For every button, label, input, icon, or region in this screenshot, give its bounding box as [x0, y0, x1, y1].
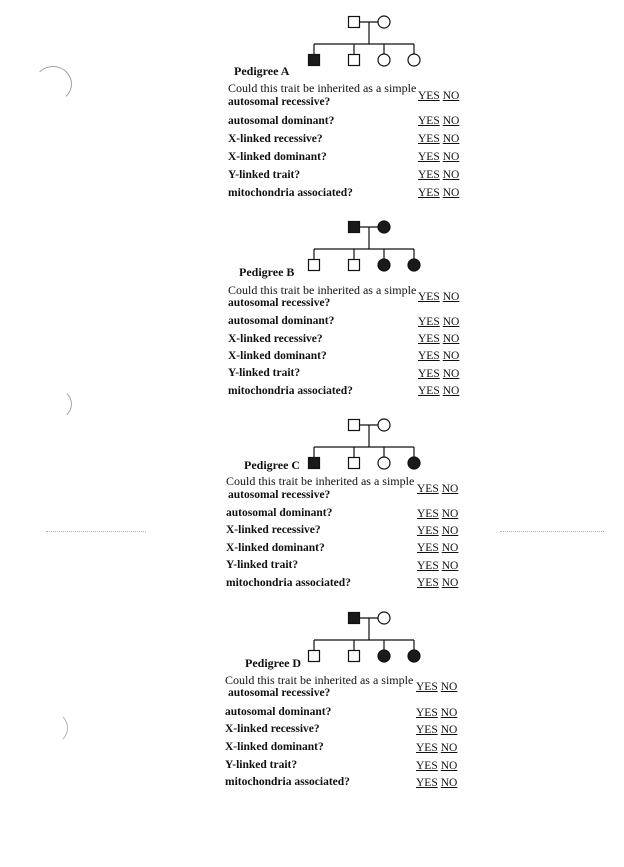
pedigree-c-q-autosomal-recessive: autosomal recessive?	[228, 489, 331, 501]
no-option[interactable]: NO	[442, 368, 460, 380]
yes-option[interactable]: YES	[418, 350, 440, 362]
pedigree-d-answer-row	[416, 777, 457, 789]
pedigree-c-title: Pedigree C	[244, 458, 301, 472]
yes-option[interactable]: YES	[417, 577, 439, 589]
yes-option[interactable]: YES	[416, 777, 438, 789]
yes-option[interactable]: YES	[418, 333, 440, 345]
pedigree-b-q-autosomal-dominant: autosomal dominant?	[228, 315, 335, 327]
pedigree-c-q-x-linked-dominant: X-linked dominant?	[226, 542, 325, 554]
pedigree-d-answer-row	[416, 760, 457, 772]
no-option[interactable]: NO	[442, 333, 460, 345]
pedigree-b-q-y-linked: Y-linked trait?	[228, 367, 301, 379]
pedigree-a-answer-row	[418, 169, 459, 181]
pedigree-b-q-autosomal-recessive: autosomal recessive?	[228, 297, 331, 309]
child-4-female-symbol	[408, 650, 420, 662]
mother-female-symbol	[378, 221, 390, 233]
pedigree-a-title: Pedigree A	[234, 64, 290, 78]
pedigree-b-answer-row	[418, 316, 459, 328]
yes-option[interactable]: YES	[418, 291, 440, 303]
child-3-female-symbol	[378, 457, 390, 469]
yes-option[interactable]: YES	[416, 707, 438, 719]
pedigree-c-answer-row	[417, 508, 458, 520]
pedigree-d-title: Pedigree D	[245, 656, 302, 670]
no-option[interactable]: NO	[441, 560, 459, 572]
child-4-female-symbol	[408, 54, 420, 66]
mother-female-symbol	[378, 16, 390, 28]
no-option[interactable]: NO	[441, 508, 459, 520]
no-option[interactable]: NO	[440, 681, 458, 693]
pedigree-c-q-mitochondria: mitochondria associated?	[226, 577, 351, 589]
yes-option[interactable]: YES	[416, 760, 438, 772]
no-option[interactable]: NO	[442, 316, 460, 328]
pedigree-a-answer-row	[418, 133, 459, 145]
pedigree-c-chart	[300, 411, 460, 475]
pedigree-b-q-x-linked-recessive: X-linked recessive?	[228, 333, 323, 345]
father-male-symbol	[349, 17, 360, 28]
pedigree-b-question-intro: Could this trait be inherited as a simple	[228, 283, 417, 297]
child-1-male-symbol	[309, 458, 320, 469]
pedigree-c-answer-row	[417, 525, 458, 537]
child-4-female-symbol	[408, 457, 420, 469]
pedigree-a-answer-row	[418, 187, 459, 199]
no-option[interactable]: NO	[442, 133, 460, 145]
yes-option[interactable]: YES	[417, 560, 439, 572]
yes-option[interactable]: YES	[418, 385, 440, 397]
pedigree-c-q-y-linked: Y-linked trait?	[226, 559, 299, 571]
pedigree-a-answer-row	[418, 151, 459, 163]
yes-option[interactable]: YES	[418, 187, 440, 199]
no-option[interactable]: NO	[440, 760, 458, 772]
pedigree-d-q-autosomal-recessive: autosomal recessive?	[228, 687, 331, 699]
no-option[interactable]: NO	[442, 90, 460, 102]
child-1-male-symbol	[309, 55, 320, 66]
father-male-symbol	[349, 613, 360, 624]
child-2-male-symbol	[349, 651, 360, 662]
pedigree-d-chart	[300, 604, 460, 668]
father-male-symbol	[349, 420, 360, 431]
pedigree-b-answer-row	[418, 333, 459, 345]
no-option[interactable]: NO	[441, 483, 459, 495]
pedigree-a-q-autosomal-dominant: autosomal dominant?	[228, 115, 335, 127]
yes-option[interactable]: YES	[418, 151, 440, 163]
yes-option[interactable]: YES	[417, 508, 439, 520]
no-option[interactable]: NO	[442, 187, 460, 199]
mother-female-symbol	[378, 612, 390, 624]
pedigree-a-answer-row	[418, 90, 459, 102]
pedigree-d-q-y-linked: Y-linked trait?	[225, 759, 298, 771]
pedigree-a-chart	[300, 8, 460, 72]
no-option[interactable]: NO	[440, 707, 458, 719]
yes-option[interactable]: YES	[416, 724, 438, 736]
pedigree-b-answer-row	[418, 291, 459, 303]
no-option[interactable]: NO	[441, 577, 459, 589]
pedigree-b-q-mitochondria: mitochondria associated?	[228, 385, 353, 397]
pedigree-c-answer-row	[417, 577, 458, 589]
father-male-symbol	[349, 222, 360, 233]
binder-hole-mark-middle	[36, 388, 72, 420]
pedigree-d-q-autosomal-dominant: autosomal dominant?	[225, 706, 332, 718]
pedigree-d-answer-row	[416, 681, 457, 693]
no-option[interactable]: NO	[442, 350, 460, 362]
child-2-male-symbol	[349, 55, 360, 66]
child-3-female-symbol	[378, 54, 390, 66]
no-option[interactable]: NO	[442, 151, 460, 163]
pedigree-b-q-x-linked-dominant: X-linked dominant?	[228, 350, 327, 362]
pedigree-b-answer-row	[418, 385, 459, 397]
yes-option[interactable]: YES	[417, 525, 439, 537]
pedigree-c-answer-row	[417, 542, 458, 554]
yes-option[interactable]: YES	[418, 316, 440, 328]
pedigree-a-q-x-linked-recessive: X-linked recessive?	[228, 133, 323, 145]
pedigree-c-question-intro: Could this trait be inherited as a simple	[226, 474, 415, 488]
pedigree-d-q-x-linked-recessive: X-linked recessive?	[225, 723, 320, 735]
pedigree-b-answer-row	[418, 350, 459, 362]
pedigree-b-title: Pedigree B	[239, 265, 295, 279]
no-option[interactable]: NO	[442, 385, 460, 397]
fold-line-left	[46, 531, 146, 532]
pedigree-a-q-x-linked-dominant: X-linked dominant?	[228, 151, 327, 163]
child-4-female-symbol	[408, 259, 420, 271]
yes-option[interactable]: YES	[418, 115, 440, 127]
pedigree-d-question-intro: Could this trait be inherited as a simple	[225, 673, 414, 687]
pedigree-a-q-y-linked: Y-linked trait?	[228, 169, 301, 181]
pedigree-b-answer-row	[418, 368, 459, 380]
no-option[interactable]: NO	[442, 115, 460, 127]
pedigree-c-q-x-linked-recessive: X-linked recessive?	[226, 524, 321, 536]
no-option[interactable]: NO	[442, 169, 460, 181]
no-option[interactable]: NO	[440, 742, 458, 754]
fold-line-right	[500, 531, 604, 532]
no-option[interactable]: NO	[441, 525, 459, 537]
child-2-male-symbol	[349, 260, 360, 271]
pedigree-c-q-autosomal-dominant: autosomal dominant?	[226, 507, 333, 519]
pedigree-d-answer-row	[416, 724, 457, 736]
pedigree-a-question-intro: Could this trait be inherited as a simple	[228, 81, 417, 95]
yes-option[interactable]: YES	[418, 169, 440, 181]
yes-option[interactable]: YES	[417, 542, 439, 554]
child-3-female-symbol	[378, 650, 390, 662]
pedigree-a-answer-row	[418, 115, 459, 127]
pedigree-a-q-autosomal-recessive: autosomal recessive?	[228, 96, 331, 108]
pedigree-c-answer-row	[417, 483, 458, 495]
yes-option[interactable]: YES	[416, 742, 438, 754]
binder-hole-mark-bottom	[36, 712, 68, 744]
pedigree-d-q-x-linked-dominant: X-linked dominant?	[225, 741, 324, 753]
mother-female-symbol	[378, 419, 390, 431]
child-1-male-symbol	[309, 260, 320, 271]
pedigree-a-q-mitochondria: mitochondria associated?	[228, 187, 353, 199]
child-3-female-symbol	[378, 259, 390, 271]
yes-option[interactable]: YES	[418, 133, 440, 145]
yes-option[interactable]: YES	[417, 483, 439, 495]
no-option[interactable]: NO	[440, 777, 458, 789]
yes-option[interactable]: YES	[416, 681, 438, 693]
child-2-male-symbol	[349, 458, 360, 469]
pedigree-b-chart	[300, 213, 460, 277]
no-option[interactable]: NO	[442, 291, 460, 303]
pedigree-d-answer-row	[416, 742, 457, 754]
pedigree-d-q-mitochondria: mitochondria associated?	[225, 776, 350, 788]
binder-hole-mark-top	[34, 66, 72, 102]
yes-option[interactable]: YES	[418, 90, 440, 102]
no-option[interactable]: NO	[440, 724, 458, 736]
pedigree-d-answer-row	[416, 707, 457, 719]
yes-option[interactable]: YES	[418, 368, 440, 380]
no-option[interactable]: NO	[441, 542, 459, 554]
child-1-male-symbol	[309, 651, 320, 662]
pedigree-c-answer-row	[417, 560, 458, 572]
